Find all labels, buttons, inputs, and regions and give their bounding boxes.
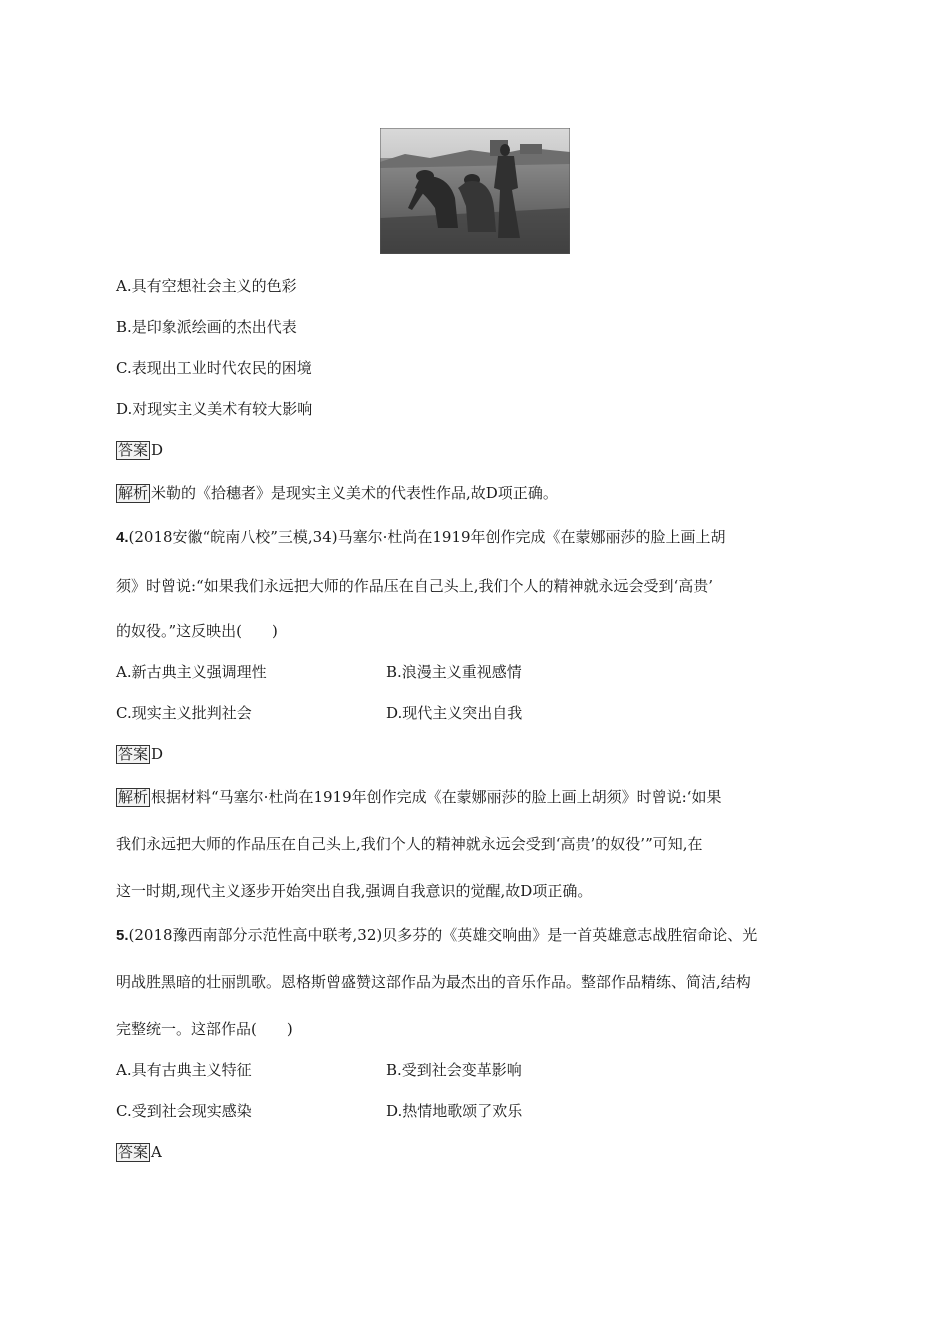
answer-tag: 答案 <box>118 1143 149 1161</box>
question-number: 4. <box>116 529 129 546</box>
analysis-tag: 解析 <box>118 788 149 806</box>
q5-option-d: D.热情地歌颂了欢乐 <box>386 1102 523 1120</box>
q5-stem-line-1 <box>116 925 757 946</box>
question-text: (2018安徽“皖南八校”三模,34)马塞尔·杜尚在1919年创作完成《在蒙娜丽莎的脸上画上胡 <box>128 528 726 546</box>
q5-stem-line-3: 完整统一。这部作品( ) <box>116 1020 293 1038</box>
q4-stem-line-1 <box>116 527 726 548</box>
q4-option-a: A.新古典主义强调理性 <box>116 663 267 681</box>
q5-answer-row <box>116 1142 162 1162</box>
q4-stem-line-2: 须》时曾说:“如果我们永远把大师的作品压在自己头上,我们个人的精神就永远会受到‘高贵’ <box>116 577 714 595</box>
answer-value: D <box>151 745 164 763</box>
q4-analysis-line-1 <box>116 787 721 807</box>
q4-option-c: C.现实主义批判社会 <box>116 704 252 722</box>
q3-option-b: B.是印象派绘画的杰出代表 <box>116 318 297 336</box>
answer-value: A <box>151 1143 162 1161</box>
q3-option-d: D.对现实主义美术有较大影响 <box>116 400 313 418</box>
q5-option-b: B.受到社会变革影响 <box>386 1061 522 1079</box>
gleaners-painting <box>380 128 570 254</box>
q4-option-d: D.现代主义突出自我 <box>386 704 523 722</box>
q3-option-a: A.具有空想社会主义的色彩 <box>116 277 297 295</box>
analysis-tag: 解析 <box>118 484 149 502</box>
q5-option-a: A.具有古典主义特征 <box>116 1061 252 1079</box>
analysis-text: 米勒的《拾穗者》是现实主义美术的代表性作品,故D项正确。 <box>151 484 558 502</box>
answer-value: D <box>151 441 164 459</box>
q4-analysis-line-3: 这一时期,现代主义逐步开始突出自我,强调自我意识的觉醒,故D项正确。 <box>116 882 593 900</box>
q3-option-c: C.表现出工业时代农民的困境 <box>116 359 312 377</box>
analysis-text: 根据材料“马塞尔·杜尚在1919年创作完成《在蒙娜丽莎的脸上画上胡须》时曾说:‘如果 <box>151 788 722 806</box>
question-number: 5. <box>116 927 129 944</box>
q5-option-c: C.受到社会现实感染 <box>116 1102 252 1120</box>
question-text: (2018豫西南部分示范性高中联考,32)贝多芬的《英雄交响曲》是一首英雄意志战胜宿命论、光 <box>128 926 758 944</box>
q4-analysis-line-2: 我们永远把大师的作品压在自己头上,我们个人的精神就永远会受到‘高贵’的奴役’”可知,在 <box>116 835 703 853</box>
q4-option-b: B.浪漫主义重视感情 <box>386 663 522 681</box>
q5-stem-line-2: 明战胜黑暗的壮丽凯歌。恩格斯曾盛赞这部作品为最杰出的音乐作品。整部作品精练、简洁,结构 <box>116 973 751 991</box>
answer-tag: 答案 <box>118 745 149 763</box>
q4-stem-line-3: 的奴役。”这反映出( ) <box>116 622 278 640</box>
answer-tag: 答案 <box>118 441 149 459</box>
q3-analysis-row <box>116 483 558 503</box>
q4-answer-row <box>116 744 163 764</box>
q3-answer-row <box>116 440 163 460</box>
